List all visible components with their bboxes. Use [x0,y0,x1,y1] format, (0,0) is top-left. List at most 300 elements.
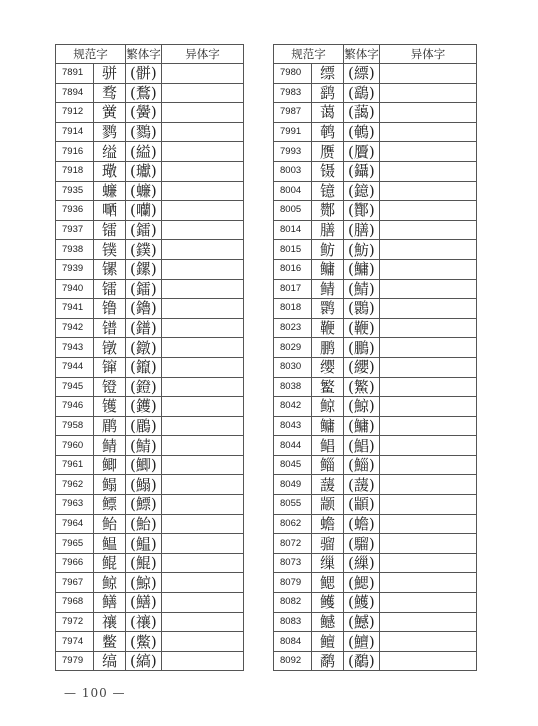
table-row [56,279,244,299]
variant-char [162,299,244,319]
traditional-char: (鷚) [126,122,162,142]
table-row [56,220,244,240]
entry-number: 7962 [56,475,94,495]
traditional-char: (鑹) [126,357,162,377]
character-table-right [273,44,477,671]
table-row [56,181,244,201]
entry-number: 8082 [274,593,312,613]
table-row [274,103,477,123]
table-row [274,475,477,495]
entry-number: 7961 [56,455,94,475]
variant-char [162,612,244,632]
standard-char: 鳙 [312,416,344,436]
standard-char: 镬 [94,397,126,417]
table-row [274,357,477,377]
variant-char [162,632,244,652]
table-row [274,534,477,554]
traditional-char: (鷸) [344,651,380,671]
table-row [274,651,477,671]
traditional-char: (鯔) [344,455,380,475]
traditional-char: (鵬) [344,338,380,358]
variant-char [162,103,244,123]
traditional-char: (鑊) [126,397,162,417]
table-row [56,377,244,397]
entry-number: 8014 [274,220,312,240]
standard-char: 缫 [312,553,344,573]
traditional-char: (鱅) [344,259,380,279]
traditional-char: (禳) [126,612,162,632]
table-row [274,299,477,319]
entry-number: 8029 [274,338,312,358]
entry-number: 7993 [274,142,312,162]
entry-number: 8004 [274,181,312,201]
header-traditional-char: 繁体字 [126,45,162,64]
standard-char: 镦 [94,338,126,358]
standard-char: 镤 [94,240,126,260]
table-row [56,201,244,221]
entry-number: 8005 [274,201,312,221]
variant-char [380,357,477,377]
traditional-char: (骿) [126,64,162,84]
traditional-char: (鑷) [344,161,380,181]
entry-number: 7967 [56,573,94,593]
entry-number: 8055 [274,495,312,515]
standard-char: 鳖 [94,632,126,652]
traditional-char: (魴) [344,240,380,260]
standard-char: 蘐 [312,475,344,495]
traditional-char: (鯖) [344,279,380,299]
variant-char [380,259,477,279]
entry-number: 7941 [56,299,94,319]
traditional-char: (鑥) [126,299,162,319]
standard-char: 禳 [94,612,126,632]
table-row [274,240,477,260]
character-table-left [55,44,244,671]
traditional-char: (鐠) [126,318,162,338]
traditional-char: (騮) [344,534,380,554]
variant-char [162,64,244,84]
variant-char [162,573,244,593]
table-row [274,455,477,475]
variant-char [380,279,477,299]
standard-char: 镫 [94,377,126,397]
standard-char: 鳘 [312,377,344,397]
variant-char [162,142,244,162]
variant-char [162,436,244,456]
table-row [56,318,244,338]
entry-number: 7958 [56,416,94,436]
traditional-char: (膳) [344,220,380,240]
traditional-char: (鯨) [126,573,162,593]
variant-char [380,181,477,201]
traditional-char: (瓛) [126,161,162,181]
table-row [274,161,477,181]
table-row [56,357,244,377]
traditional-char: (縊) [126,142,162,162]
traditional-char: (蘐) [344,475,380,495]
variant-char [162,416,244,436]
entry-number: 8083 [274,612,312,632]
traditional-char: (鐳) [126,279,162,299]
traditional-char: (鱔) [126,593,162,613]
variant-char [162,495,244,515]
table-row [274,397,477,417]
variant-char [162,240,244,260]
variant-char [162,651,244,671]
table-row [274,338,477,358]
standard-char: 骈 [94,64,126,84]
entry-number: 7914 [56,122,94,142]
standard-char: 嗮 [94,201,126,221]
standard-char: 鳡 [312,612,344,632]
entry-number: 7946 [56,397,94,417]
table-row [56,338,244,358]
variant-char [162,397,244,417]
traditional-char: (鱯) [344,593,380,613]
traditional-char: (顓) [344,495,380,515]
traditional-char: (鱤) [344,612,380,632]
traditional-char: (鯽) [126,455,162,475]
table-row [274,83,477,103]
standard-char: 缥 [312,64,344,84]
table-row [274,201,477,221]
standard-char: 镊 [312,161,344,181]
standard-char: 骝 [312,534,344,554]
entry-number: 7940 [56,279,94,299]
variant-char [162,514,244,534]
standard-char: 鲐 [94,514,126,534]
entry-number: 7963 [56,495,94,515]
entry-number: 7987 [274,103,312,123]
entry-number: 7983 [274,83,312,103]
entry-number: 7936 [56,201,94,221]
standard-char: 颛 [312,495,344,515]
variant-char [162,279,244,299]
entry-number: 7939 [56,259,94,279]
entry-number: 8045 [274,455,312,475]
traditional-char: (鐿) [344,181,380,201]
variant-char [380,201,477,221]
traditional-char: (蟾) [344,514,380,534]
entry-number: 8044 [274,436,312,456]
entry-number: 8016 [274,259,312,279]
entry-number: 8043 [274,416,312,436]
entry-number: 7991 [274,122,312,142]
variant-char [380,64,477,84]
traditional-char: (縞) [126,651,162,671]
table-row [56,593,244,613]
table-row [56,397,244,417]
traditional-char: (繅) [344,553,380,573]
standard-char: 蟾 [312,514,344,534]
variant-char [380,553,477,573]
traditional-char: (鰾) [126,495,162,515]
variant-char [162,553,244,573]
variant-char [162,318,244,338]
entry-number: 8018 [274,299,312,319]
table-row [56,612,244,632]
entry-number: 8072 [274,534,312,554]
header-standard-char: 规范字 [56,45,126,64]
table-row [56,651,244,671]
variant-char [380,514,477,534]
traditional-char: (鵪) [344,122,380,142]
standard-char: 鳃 [312,573,344,593]
traditional-char: (贗) [344,142,380,162]
table-row [274,122,477,142]
standard-char: 膳 [312,220,344,240]
entry-number: 7938 [56,240,94,260]
traditional-char: (縹) [344,64,380,84]
traditional-char: (酇) [344,201,380,221]
standard-char: 鹏 [312,338,344,358]
standard-char: 鲸 [94,573,126,593]
table-header-row [56,45,244,64]
standard-char: 镥 [94,299,126,319]
variant-char [162,201,244,221]
variant-char [380,377,477,397]
table-row [56,83,244,103]
table-row [56,455,244,475]
variant-char [380,142,477,162]
standard-char: 鲂 [312,240,344,260]
entry-number: 7965 [56,534,94,554]
standard-char: 蠊 [94,181,126,201]
entry-number: 7960 [56,436,94,456]
variant-char [380,651,477,671]
entry-number: 7891 [56,64,94,84]
traditional-char: (鐙) [126,377,162,397]
entry-number: 8062 [274,514,312,534]
traditional-char: (鶩) [126,83,162,103]
standard-char: 黉 [94,103,126,123]
table-row [274,318,477,338]
traditional-char: (黌) [126,103,162,123]
table-row [56,64,244,84]
entry-number: 7912 [56,103,94,123]
variant-char [162,455,244,475]
entry-number: 7964 [56,514,94,534]
entry-number: 7937 [56,220,94,240]
variant-char [380,103,477,123]
table-row [274,573,477,593]
table-row [56,103,244,123]
variant-char [380,397,477,417]
entry-number: 7979 [56,651,94,671]
table-row [56,534,244,554]
traditional-char: (鏍) [126,259,162,279]
traditional-char: (鞭) [344,318,380,338]
traditional-char: (鰨) [126,475,162,495]
entry-number: 8030 [274,357,312,377]
entry-number: 8079 [274,573,312,593]
variant-char [162,181,244,201]
variant-char [162,259,244,279]
variant-char [380,122,477,142]
table-row [274,416,477,436]
traditional-char: (鰛) [126,534,162,554]
standard-char: 镭 [94,220,126,240]
variant-char [162,357,244,377]
table-row [56,436,244,456]
variant-char [380,612,477,632]
table-row [274,436,477,456]
standard-char: 鳎 [94,475,126,495]
standard-char: 鹬 [312,651,344,671]
table-row [56,161,244,181]
table-row [274,553,477,573]
standard-char: 鲭 [94,436,126,456]
standard-char: 鹮 [312,299,344,319]
table-row [56,475,244,495]
entry-number: 7980 [274,64,312,84]
table-row [56,259,244,279]
table-header-row [274,45,477,64]
standard-char: 鳁 [94,534,126,554]
traditional-char: (鰵) [344,377,380,397]
traditional-char: (鰓) [344,573,380,593]
entry-number: 8084 [274,632,312,652]
variant-char [380,475,477,495]
traditional-char: (鱅) [344,416,380,436]
traditional-char: (鯨) [344,397,380,417]
entry-number: 8042 [274,397,312,417]
variant-char [380,161,477,181]
standard-char: 鳔 [94,495,126,515]
standard-char: 酂 [312,201,344,221]
variant-char [162,122,244,142]
standard-char: 赝 [312,142,344,162]
standard-char: 镨 [94,318,126,338]
entry-number: 7972 [56,612,94,632]
traditional-char: (鯧) [344,436,380,456]
entry-number: 7916 [56,142,94,162]
variant-char [162,534,244,554]
standard-char: 鲳 [312,436,344,456]
traditional-char: (藹) [344,103,380,123]
table-row [274,495,477,515]
standard-char: 鹞 [312,83,344,103]
variant-char [162,593,244,613]
variant-char [162,220,244,240]
traditional-char: (鯤) [126,553,162,573]
standard-char: 蔼 [312,103,344,123]
table-row [56,240,244,260]
header-variant-char: 异体字 [380,45,477,64]
variant-char [380,573,477,593]
variant-char [380,495,477,515]
standard-char: 鳙 [312,259,344,279]
variant-char [380,299,477,319]
table-row [56,142,244,162]
page-number: — 100 — [64,686,126,700]
table-row [274,612,477,632]
table-row [56,299,244,319]
standard-char: 镩 [94,357,126,377]
table-row [274,279,477,299]
standard-char: 镭 [94,279,126,299]
table-row [274,632,477,652]
variant-char [380,593,477,613]
standard-char: 鲻 [312,455,344,475]
table-row [274,514,477,534]
variant-char [380,534,477,554]
traditional-char: (鮐) [126,514,162,534]
entry-number: 8038 [274,377,312,397]
variant-char [162,338,244,358]
header-standard-char: 规范字 [274,45,344,64]
traditional-char: (鷂) [344,83,380,103]
variant-char [380,436,477,456]
traditional-char: (䴉) [344,299,380,319]
standard-char: 缢 [94,142,126,162]
variant-char [380,220,477,240]
table-row [274,259,477,279]
traditional-char: (鱣) [344,632,380,652]
entry-number: 7944 [56,357,94,377]
entry-number: 7935 [56,181,94,201]
variant-char [380,416,477,436]
table-row [56,553,244,573]
entry-number: 7945 [56,377,94,397]
standard-char: 鳠 [312,593,344,613]
variant-char [380,240,477,260]
variant-char [162,475,244,495]
standard-char: 鞭 [312,318,344,338]
standard-char: 鳣 [312,632,344,652]
entry-number: 7968 [56,593,94,613]
variant-char [162,377,244,397]
entry-number: 8049 [274,475,312,495]
standard-char: 缨 [312,357,344,377]
traditional-char: (鶥) [126,416,162,436]
header-variant-char: 异体字 [162,45,244,64]
standard-char: 鹛 [94,416,126,436]
traditional-char: (鐓) [126,338,162,358]
entry-number: 8003 [274,161,312,181]
standard-char: 鲸 [312,397,344,417]
variant-char [380,318,477,338]
table-row [274,142,477,162]
table-row [274,593,477,613]
standard-char: 镙 [94,259,126,279]
entry-number: 8092 [274,651,312,671]
table-row [274,220,477,240]
traditional-char: (鐳) [126,220,162,240]
entry-number: 7918 [56,161,94,181]
standard-char: 璥 [94,161,126,181]
variant-char [380,632,477,652]
table-row [56,416,244,436]
entry-number: 7966 [56,553,94,573]
traditional-char: (囒) [126,201,162,221]
traditional-char: (鱉) [126,632,162,652]
standard-char: 鲭 [312,279,344,299]
table-row [56,573,244,593]
table-row [56,122,244,142]
traditional-char: (鯖) [126,436,162,456]
traditional-char: (纓) [344,357,380,377]
variant-char [162,161,244,181]
header-traditional-char: 繁体字 [344,45,380,64]
entry-number: 8023 [274,318,312,338]
table-row [56,514,244,534]
standard-char: 镱 [312,181,344,201]
standard-char: 鲲 [94,553,126,573]
entry-number: 7894 [56,83,94,103]
standard-char: 鹌 [312,122,344,142]
standard-char: 缟 [94,651,126,671]
